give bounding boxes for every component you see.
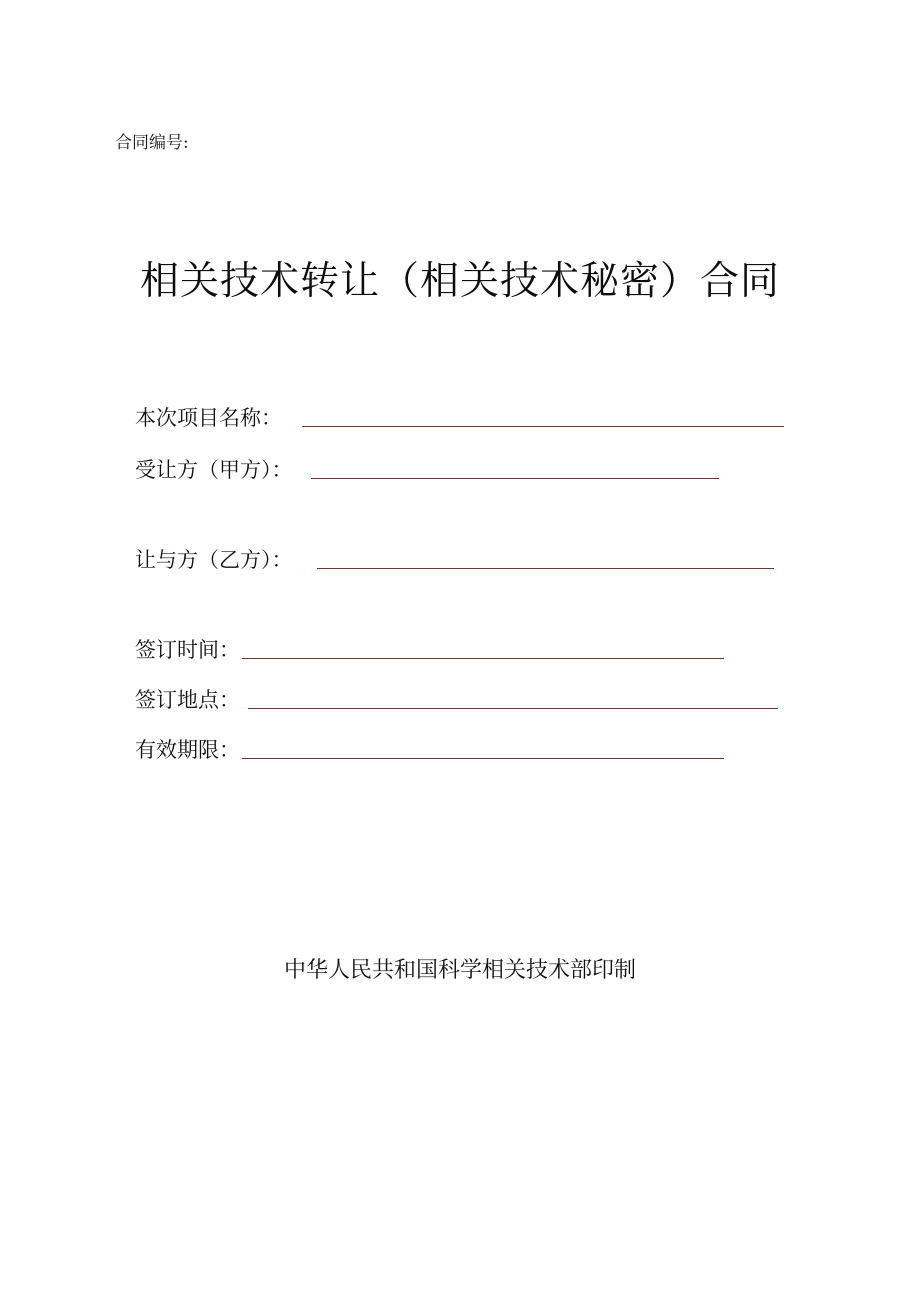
field-label: 本次项目名称： (135, 406, 282, 430)
field-label: 让与方（乙方）： (135, 548, 293, 572)
field-transferor (135, 550, 774, 571)
fill-in-line[interactable] (317, 568, 774, 569)
field-transferee (135, 460, 719, 481)
publisher-footer: 中华人民共和国科学相关技术部印制 (283, 958, 636, 983)
fill-in-line[interactable] (302, 426, 784, 427)
document-title: 相关技术转让（相关技术秘密）合同 (139, 259, 780, 304)
field-validity-period (135, 740, 724, 761)
field-signing-date (135, 640, 724, 661)
fill-in-line[interactable] (242, 758, 724, 759)
field-label: 签订时间： (135, 638, 240, 662)
field-signing-place (135, 690, 778, 711)
fill-in-line[interactable] (311, 478, 719, 479)
field-label: 有效期限： (135, 738, 240, 762)
contract-number-label: 合同编号: (115, 133, 189, 153)
field-project-name (135, 408, 784, 429)
fill-in-line[interactable] (242, 658, 724, 659)
field-label: 签订地点： (135, 688, 240, 712)
field-label: 受让方（甲方）： (135, 458, 293, 482)
fill-in-line[interactable] (248, 708, 778, 709)
